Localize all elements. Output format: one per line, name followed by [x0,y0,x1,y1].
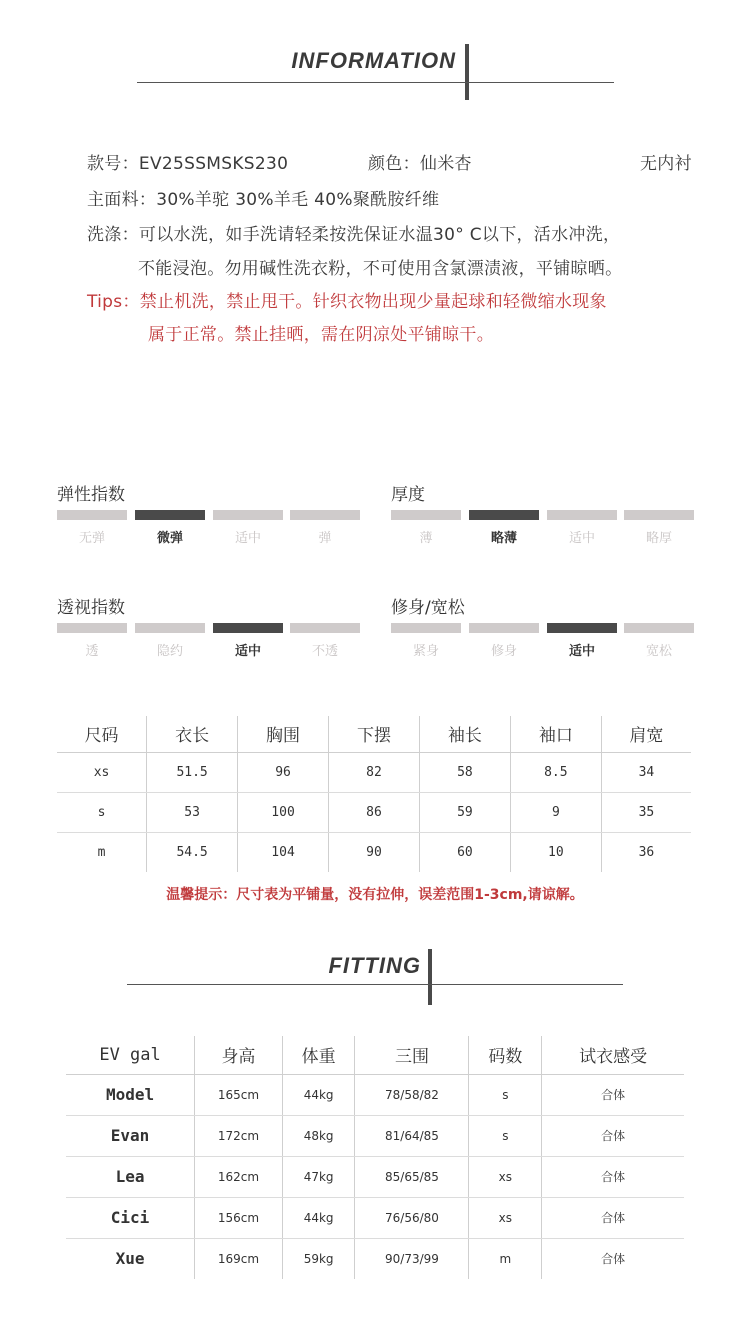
size-cell: xs [57,752,147,792]
fitting-cell: 172cm [195,1115,283,1156]
size-col-header: 肩宽 [601,716,691,752]
size-col-header: 衣长 [147,716,238,752]
fitting-col-header: EV gal [66,1036,195,1074]
fitting-cell: 合体 [542,1238,684,1279]
fit-bar [469,623,539,633]
transparency-bars [57,623,367,633]
model-name: Xue [115,1249,145,1269]
fit-bars [391,623,701,633]
transparency-labels [57,640,367,658]
fitting-cell: 156cm [195,1197,283,1238]
fitting-cell: 48kg [282,1115,355,1156]
model-name: Model [66,1074,195,1115]
thickness-bar [469,510,539,520]
size-cell: 9 [510,792,601,832]
size-cell: 100 [238,792,329,832]
transparency-bar [57,623,127,633]
style-number: 款号：EV25SSMSKS230 [87,154,289,174]
size-cell: 34 [601,752,691,792]
information-header [0,0,750,110]
size-cell: 82 [329,752,420,792]
fitting-table-row [66,1197,684,1238]
fitting-table-row [66,1074,684,1115]
size-table-row [57,752,691,792]
fit-labels [391,640,701,658]
size-table-header [57,716,691,752]
thickness-indicator [391,480,701,546]
size-cell: 96 [238,752,329,792]
thickness-bar [624,510,694,520]
fit-bar [547,623,617,633]
size-table-row [57,832,691,872]
size-cell: 35 [601,792,691,832]
fit-title: 修身/宽松 [391,598,465,618]
wash-line-1: 洗涤：可以水洗，如手洗请轻柔按洗保证水温30° C以下，活水冲洗， [87,225,621,245]
size-cell: 8.5 [510,752,601,792]
size-cell: s [57,792,147,832]
size-cell: 53 [147,792,238,832]
model-name: Lea [66,1156,195,1197]
size-cell: 60 [419,832,510,872]
thickness-bar [547,510,617,520]
fitting-cell: 162cm [195,1156,283,1197]
elasticity-labels [57,527,367,545]
size-cell: 90 [329,832,420,872]
thickness-bar [391,510,461,520]
fitting-cell: 81/64/85 [355,1115,469,1156]
fitting-cell: 44kg [282,1074,355,1115]
size-cell: 51.5 [147,752,238,792]
elasticity-bar [135,510,205,520]
fitting-cell: 85/65/85 [355,1156,469,1197]
tips-line-1: Tips：禁止机洗，禁止甩干。针织衣物出现少量起球和轻微缩水现象 [87,292,607,312]
elasticity-label: 无弹 [78,531,105,546]
fitting-cell: 44kg [282,1197,355,1238]
fitting-cell: s [469,1115,542,1156]
transparency-bar [213,623,283,633]
size-cell: 104 [238,832,329,872]
fitting-header [0,940,750,1010]
fitting-table [66,1036,684,1279]
elasticity-bars [57,510,367,520]
thickness-title: 厚度 [391,485,425,505]
fitting-cell: 165cm [195,1074,283,1115]
size-cell: 10 [510,832,601,872]
size-col-header: 袖长 [419,716,510,752]
transparency-bar [135,623,205,633]
fitting-cell: 合体 [542,1156,684,1197]
elasticity-bar [213,510,283,520]
fit-label: 宽松 [645,644,672,659]
size-col-header: 尺码 [57,716,147,752]
fit-label: 紧身 [412,644,439,659]
size-table-row [57,792,691,832]
size-col-header: 胸围 [238,716,329,752]
thickness-bars [391,510,701,520]
model-name: Evan [66,1115,195,1156]
size-cell: 58 [419,752,510,792]
fitting-title-bar [428,949,432,1005]
fitting-title: FITTING [328,953,421,978]
fitting-col-header: 体重 [282,1036,355,1074]
size-cell: 86 [329,792,420,832]
fitting-cell: m [469,1238,542,1279]
size-cell: 36 [601,832,691,872]
fitting-cell: 90/73/99 [355,1238,469,1279]
fitting-col-header: 三围 [355,1036,469,1074]
size-col-header: 袖口 [510,716,601,752]
color-value: 颜色：仙米杏 [368,154,472,174]
fitting-col-header: 码数 [469,1036,542,1074]
elasticity-bar [290,510,360,520]
transparency-indicator [57,593,367,659]
wash-line-2: 不能浸泡。勿用碱性洗衣粉，不可使用含氯漂渍液，平铺晾晒。 [138,259,623,279]
fit-indicator [391,593,701,659]
tips-line-2: 属于正常。禁止挂晒，需在阴凉处平铺晾干。 [148,325,494,345]
thickness-label: 略厚 [645,531,672,546]
transparency-label: 不透 [311,644,338,659]
fabric-info: 主面料：30%羊驼 30%羊毛 40%聚酰胺纤维 [87,190,440,210]
fitting-col-header: 试衣感受 [542,1036,684,1074]
size-col-header: 下摆 [329,716,420,752]
transparency-bar [290,623,360,633]
fitting-table-header [66,1036,684,1074]
information-title-bar [465,44,469,100]
elasticity-indicator [57,480,367,546]
size-table [57,716,691,872]
fitting-cell: 78/58/82 [355,1074,469,1115]
fitting-cell: 59kg [282,1238,355,1279]
elasticity-title: 弹性指数 [57,485,125,505]
transparency-title: 透视指数 [57,598,125,618]
information-title: INFORMATION [291,48,456,73]
fitting-cell: 169cm [195,1238,283,1279]
lining-info: 无内衬 [640,154,692,174]
size-note: 温馨提示：尺寸表为平铺量，没有拉伸，误差范围1-3cm,请谅解。 [166,887,584,903]
fit-label: 修身 [490,644,517,659]
fitting-divider [127,984,623,985]
fitting-cell: 47kg [282,1156,355,1197]
transparency-label: 适中 [234,644,261,659]
fitting-table-row [66,1156,684,1197]
information-divider [137,82,614,83]
thickness-labels [391,527,701,545]
fitting-cell: 76/56/80 [355,1197,469,1238]
elasticity-label: 弹 [318,531,332,546]
fitting-cell: s [469,1074,542,1115]
size-cell: m [97,844,106,860]
fitting-cell: xs [469,1156,542,1197]
fitting-col-header: 身高 [195,1036,283,1074]
fitting-table-row [66,1238,684,1279]
size-cell: 54.5 [147,832,238,872]
thickness-label: 薄 [419,531,433,546]
elasticity-label: 微弹 [156,531,183,546]
thickness-label: 适中 [568,531,595,546]
elasticity-label: 适中 [234,531,261,546]
fit-label: 适中 [568,644,595,659]
fitting-table-row [66,1115,684,1156]
fit-bar [391,623,461,633]
fitting-cell: 合体 [542,1115,684,1156]
size-cell: 59 [419,792,510,832]
model-name: Cici [66,1197,195,1238]
fit-bar [624,623,694,633]
elasticity-bar [57,510,127,520]
fitting-cell: xs [469,1197,542,1238]
fitting-cell: 合体 [542,1074,684,1115]
transparency-label: 隐约 [156,644,183,659]
transparency-label: 透 [85,644,99,659]
thickness-label: 略薄 [490,531,517,546]
fitting-cell: 合体 [542,1197,684,1238]
